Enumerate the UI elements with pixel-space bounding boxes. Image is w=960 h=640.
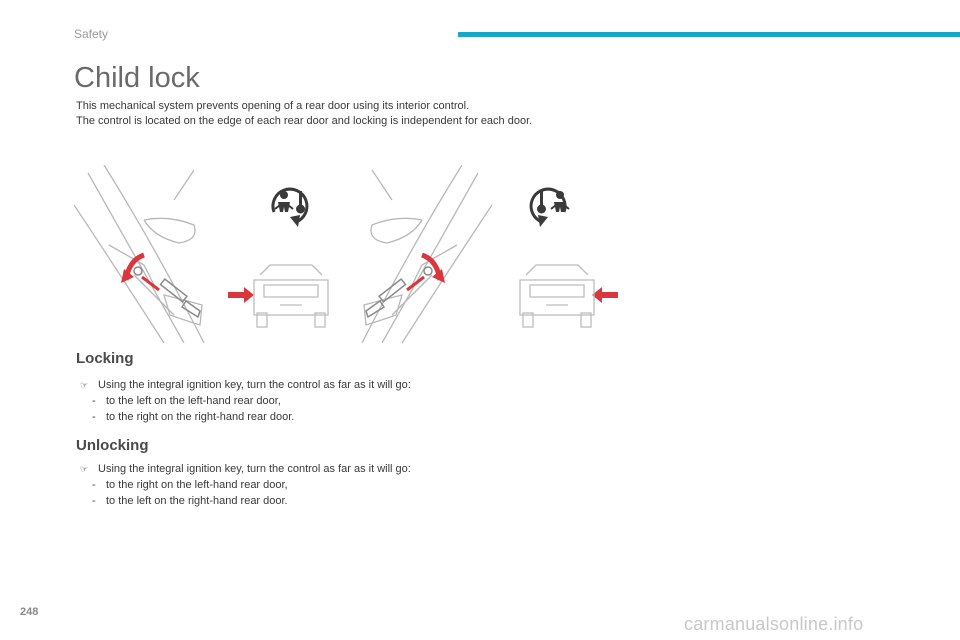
- child-lock-icon: [273, 189, 307, 227]
- left-door-illustration: [74, 165, 204, 343]
- section-label: Safety: [74, 27, 109, 41]
- list-item-text: to the left on the left-hand rear door,: [106, 395, 281, 407]
- child-unlock-icon: [531, 189, 569, 227]
- page-number: 248: [20, 606, 39, 618]
- list-item-text: to the left on the right-hand rear door.: [106, 495, 288, 507]
- locking-list: [80, 393, 411, 425]
- right-control-icon: [424, 267, 432, 275]
- page-title: Child lock: [74, 62, 200, 94]
- list-item-text: to the right on the left-hand rear door,: [106, 479, 288, 491]
- left-control-icon: [134, 267, 142, 275]
- unlocking-heading: Unlocking: [76, 437, 149, 454]
- rear-car-left-icon: [254, 265, 328, 327]
- locking-door-arrow-icon: [228, 287, 254, 303]
- locking-instructions: [80, 377, 411, 425]
- locking-lead-text: Using the integral ignition key, turn the control as far as it will go:: [98, 379, 411, 391]
- unlocking-door-arrow-icon: [592, 287, 618, 303]
- unlocking-list: [80, 477, 411, 509]
- list-item: - to the left on the left-hand rear door,: [92, 395, 281, 407]
- list-item: - to the right on the left-hand rear door,: [92, 479, 288, 491]
- unlocking-instructions: [80, 461, 411, 509]
- intro-text: [76, 99, 532, 129]
- unlocking-lead-text: Using the integral ignition key, turn the control as far as it will go:: [98, 463, 411, 475]
- locking-lead: [80, 377, 411, 393]
- watermark: carmanualsonline.info: [684, 614, 864, 634]
- list-item-text: to the right on the right-hand rear door.: [106, 411, 295, 423]
- intro-line-1: This mechanical system prevents opening of a rear door using its interior control.: [76, 100, 470, 112]
- bullet-arrow-icon: ☞: [80, 464, 89, 474]
- bullet-arrow-icon: ☞: [80, 380, 89, 390]
- unlocking-lead: [80, 461, 411, 477]
- list-item: - to the right on the right-hand rear door.: [92, 411, 295, 423]
- locking-heading: Locking: [76, 350, 134, 367]
- child-lock-illustration: [74, 165, 634, 345]
- list-item: - to the left on the right-hand rear door.: [92, 495, 288, 507]
- header-accent-bar: [458, 32, 960, 37]
- right-door-illustration: [362, 165, 492, 343]
- rear-car-right-icon: [520, 265, 594, 327]
- intro-line-2: The control is located on the edge of each rear door and locking is independent for each door.: [76, 115, 533, 127]
